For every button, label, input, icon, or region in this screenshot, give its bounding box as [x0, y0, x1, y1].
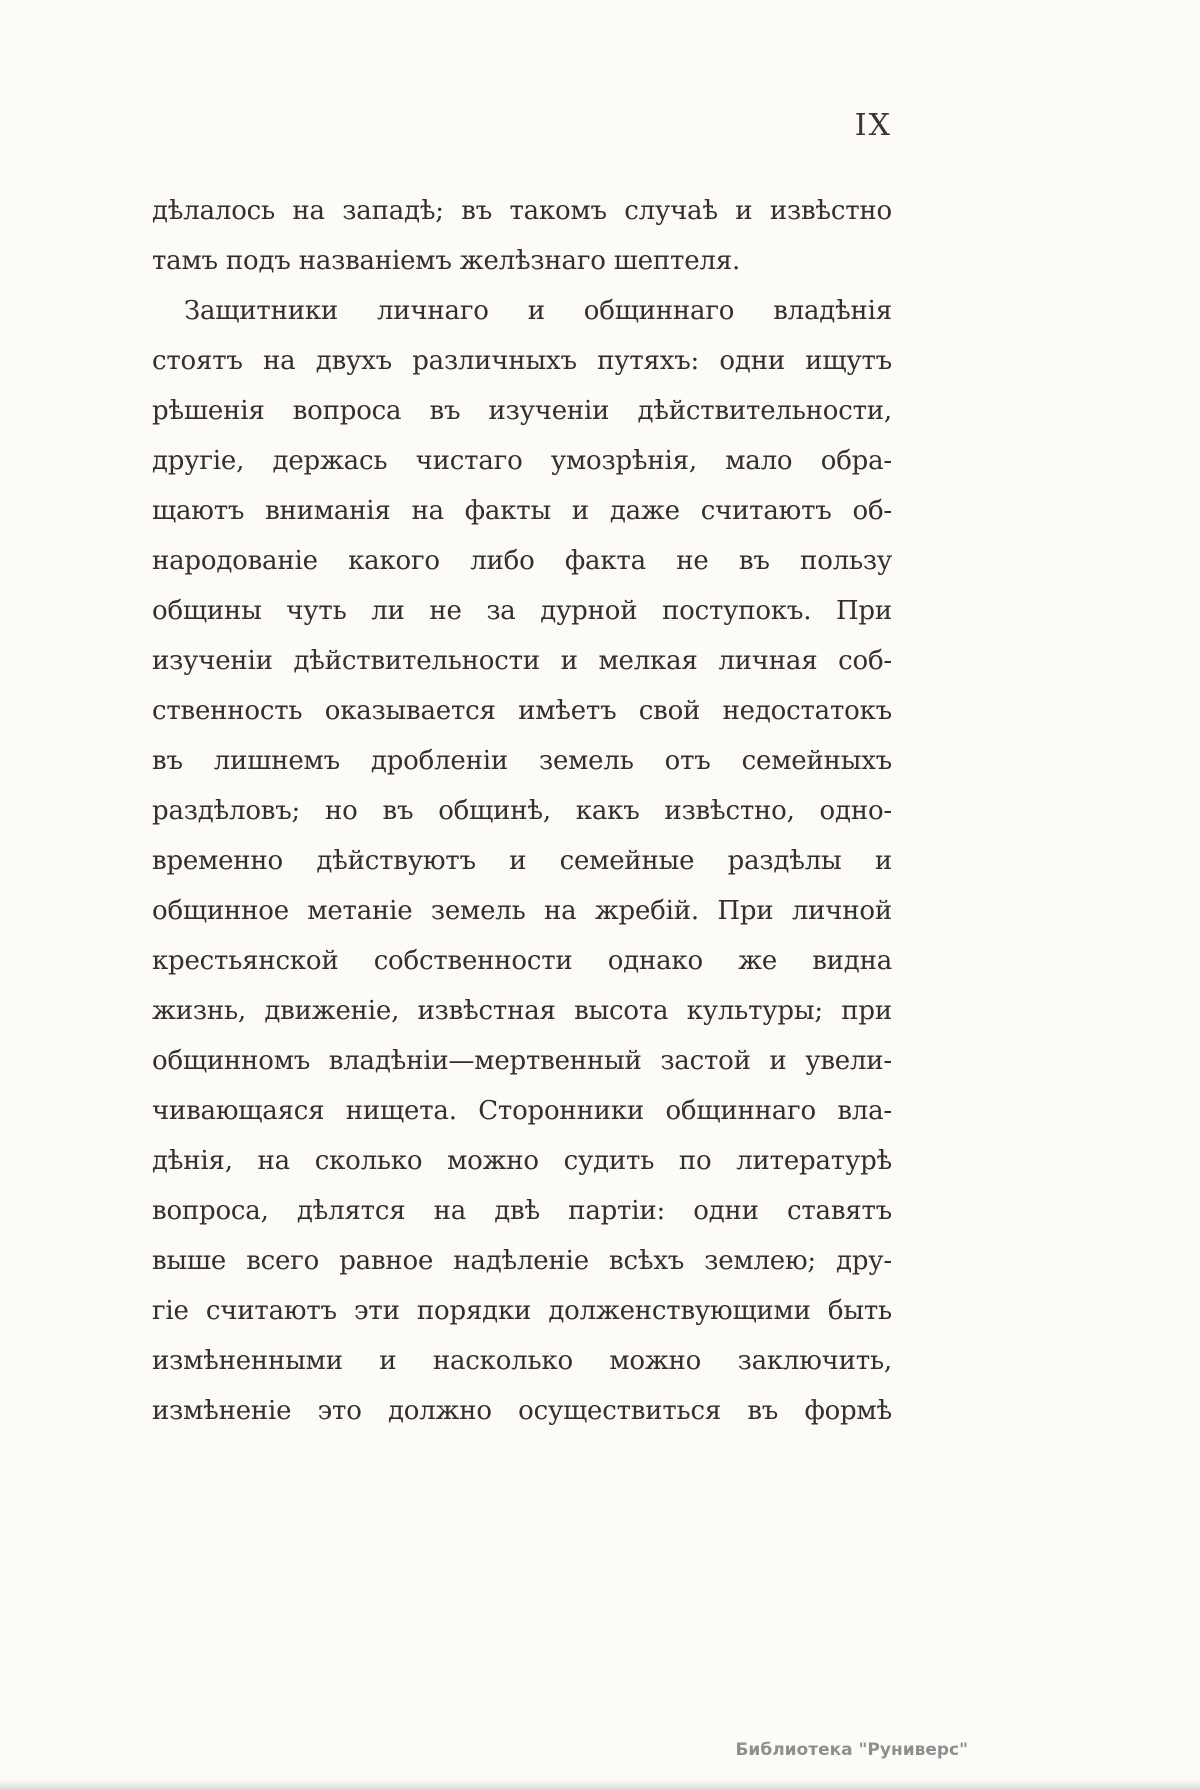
- text-line: дѣнія, на сколько можно судить по литературѣ: [152, 1146, 892, 1176]
- text-line: чивающаяся нищета. Сторонники общиннаго вла-: [152, 1096, 892, 1126]
- text-line: гіе считаютъ эти порядки долженствующими быть: [152, 1296, 892, 1326]
- text-line: измѣненіе это должно осуществиться въ формѣ: [152, 1396, 892, 1426]
- text-line: общины чуть ли не за дурной поступокъ. При: [152, 596, 892, 626]
- text-line: выше всего равное надѣленіе всѣхъ землею; дру-: [152, 1246, 892, 1276]
- text-line: общинномъ владѣніи—мертвенный застой и увели-: [152, 1046, 892, 1076]
- scan-edge: [0, 1780, 1200, 1790]
- text-line: измѣненными и насколько можно заключить,: [152, 1346, 892, 1376]
- text-line: другіе, держась чистаго умозрѣнія, мало обра-: [152, 446, 892, 476]
- text-line: общинное метаніе земель на жребій. При личной: [152, 896, 892, 926]
- text-line: въ лишнемъ дробленіи земель отъ семейныхъ: [152, 746, 892, 776]
- text-line: крестьянской собственности однако же видна: [152, 946, 892, 976]
- library-watermark: Библиотека "Руниверс": [735, 1740, 968, 1760]
- text-line: ственность оказывается имѣетъ свой недостатокъ: [152, 696, 892, 726]
- text-line: Защитники личнаго и общиннаго владѣнія: [184, 296, 892, 326]
- text-line: временно дѣйствуютъ и семейные раздѣлы и: [152, 846, 892, 876]
- text-line: рѣшенія вопроса въ изученіи дѣйствительности,: [152, 396, 892, 426]
- text-line: тамъ подъ названіемъ желѣзнаго шептеля.: [152, 246, 741, 276]
- text-line: раздѣловъ; но въ общинѣ, какъ извѣстно, одно-: [152, 796, 892, 826]
- text-line: дѣлалось на западѣ; въ такомъ случаѣ и извѣстно: [152, 196, 892, 226]
- text-line: вопроса, дѣлятся на двѣ партіи: одни ставятъ: [152, 1196, 892, 1226]
- text-line: щаютъ вниманія на факты и даже считаютъ об-: [152, 496, 892, 526]
- text-line: народованіе какого либо факта не въ пользу: [152, 546, 892, 576]
- text-line: жизнь, движеніе, извѣстная высота культуры; при: [152, 996, 892, 1026]
- text-line: изученіи дѣйствительности и мелкая личная соб-: [152, 646, 892, 676]
- page-number: IX: [854, 108, 892, 143]
- page-text: [152, 186, 892, 1436]
- text-line: стоятъ на двухъ различныхъ путяхъ: одни ищутъ: [152, 346, 892, 376]
